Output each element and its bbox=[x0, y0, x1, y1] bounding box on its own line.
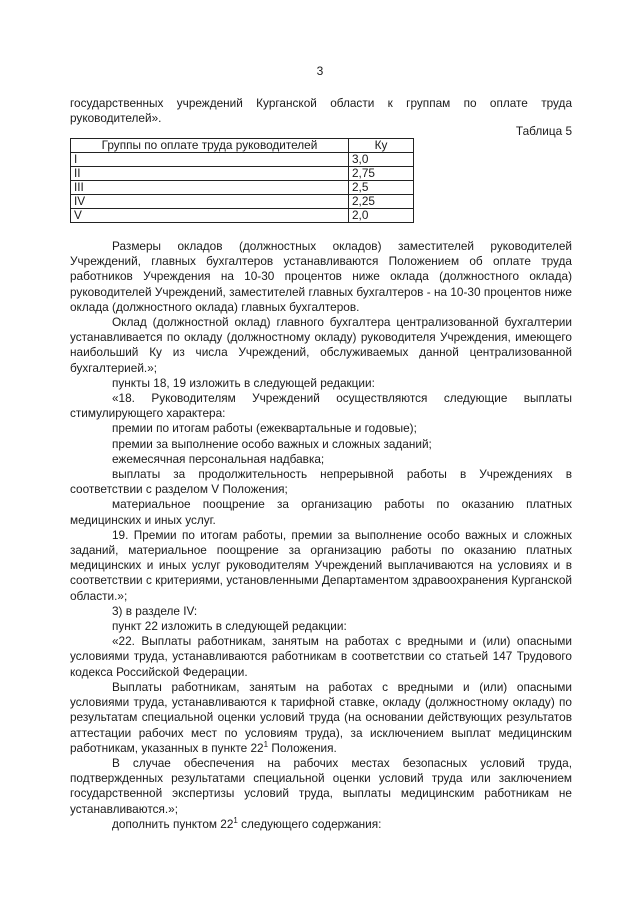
table-cell-group: II bbox=[71, 167, 349, 181]
table-cell-group: V bbox=[71, 209, 349, 223]
list-item: материальное поощрение за организацию работы по оказанию платных медицинских и иных услуг. bbox=[70, 497, 572, 527]
table-row bbox=[71, 167, 414, 181]
body-text bbox=[70, 239, 572, 832]
table-cell-ku: 3,0 bbox=[349, 153, 414, 167]
list-item: выплаты за продолжительность непрерывной работы в Учреждениях в соответствии с разделом V Положения; bbox=[70, 467, 572, 497]
paragraph-harmful-conditions-text: Выплаты работникам, занятым на работах с вредными и (или) опасными условиями труда, устанавливаются к тарифной ставке, окладу (должностному окладу) по результатам специальной оценки условий труда (на основании действующих результатов аттестации рабочих мест по условиям труда), за исключением выплат медицинским работникам, указанных в пункте 22 bbox=[70, 679, 572, 755]
paragraph-item-22: «22. Выплаты работникам, занятым на работах с вредными и (или) опасными условиями труда, устанавливаются работникам в соответствии со статьей 147 Трудового кодекса Российской Федерации. bbox=[70, 634, 572, 679]
table-row bbox=[71, 195, 414, 209]
list-item: ежемесячная персональная надбавка; bbox=[112, 451, 325, 466]
paragraph-section-4: 3) в разделе IV: bbox=[112, 603, 198, 618]
intro-paragraph: государственных учреждений Курганской области к группам по оплате труда руководителей». bbox=[70, 96, 572, 126]
page-number: 3 bbox=[316, 64, 324, 78]
table-cell-ku: 2,25 bbox=[349, 195, 414, 209]
paragraph-harmful-conditions-tail: Положения. bbox=[268, 740, 337, 755]
ku-table bbox=[70, 138, 414, 223]
paragraph-deputy-salaries: Размеры окладов (должностных окладов) заместителей руководителей Учреждений, главных бухгалтеров устанавливаются Положением об оплате труда работников Учреждения на 10-30 процентов ниже оклада (должностного оклада) руководителей Учреждений, заместителей главных бухгалтеров - на 10-30 процентов ниже оклада (должностного оклада) главных бухгалтеров. bbox=[70, 239, 572, 314]
table-cell-ku: 2,5 bbox=[349, 181, 414, 195]
table-cell-group: IV bbox=[71, 195, 349, 209]
table-row bbox=[71, 153, 414, 167]
table-cell-group: III bbox=[71, 181, 349, 195]
table-header-group: Группы по оплате труда руководителей bbox=[71, 139, 349, 153]
paragraph-items-18-19: пункты 18, 19 изложить в следующей редакции: bbox=[112, 375, 375, 390]
footnote-sup: 1 bbox=[233, 815, 238, 825]
paragraph-add-item-22-1 bbox=[70, 817, 572, 832]
table-cell-ku: 2,0 bbox=[349, 209, 414, 223]
list-item: премии за выполнение особо важных и сложных заданий; bbox=[112, 436, 432, 451]
paragraph-chief-accountant-salary: Оклад (должностной оклад) главного бухгалтера централизованной бухгалтерии устанавливается по окладу (должностному окладу) руководителя Учреждения, имеющего наибольший Ку из числа Учреждений, обслуживаемых данной централизованной бухгалтерией.»; bbox=[70, 315, 572, 375]
paragraph-safe-conditions: В случае обеспечения на рабочих местах безопасных условий труда, подтвержденных результатами специальной оценки условий труда или заключением государственной экспертизы условий труда, выплаты медицинским работникам не устанавливаются.»; bbox=[70, 755, 572, 816]
table-header-ku: Ку bbox=[349, 139, 414, 153]
table-header-row bbox=[71, 139, 414, 153]
table-row bbox=[71, 181, 414, 195]
paragraph-item-22-intro: пункт 22 изложить в следующей редакции: bbox=[112, 619, 347, 634]
paragraph-item-18: «18. Руководителям Учреждений осуществляются следующие выплаты стимулирующего характера: bbox=[70, 391, 572, 421]
table-cell-ku: 2,75 bbox=[349, 167, 414, 181]
footnote-sup: 1 bbox=[263, 739, 269, 749]
paragraph-item-19: 19. Премии по итогам работы, премии за выполнение особо важных и сложных заданий, материальное поощрение за организацию работы по оказанию платных медицинских и иных услуг руководителям Учреждений выплачиваются на условиях и в соответствии с критериями, установленными Департаментом здравоохранения Курганской области.»; bbox=[70, 527, 572, 603]
table-cell-group: I bbox=[71, 153, 349, 167]
table-row bbox=[71, 209, 414, 223]
table-caption: Таблица 5 bbox=[515, 124, 572, 138]
paragraph-add-item-tail: следующего содержания: bbox=[237, 816, 382, 831]
paragraph-harmful-conditions bbox=[70, 680, 572, 756]
paragraph-add-item-text: дополнить пунктом 22 bbox=[112, 816, 234, 831]
intro-text bbox=[70, 96, 572, 126]
list-item: премии по итогам работы (ежеквартальные и годовые); bbox=[112, 421, 417, 436]
